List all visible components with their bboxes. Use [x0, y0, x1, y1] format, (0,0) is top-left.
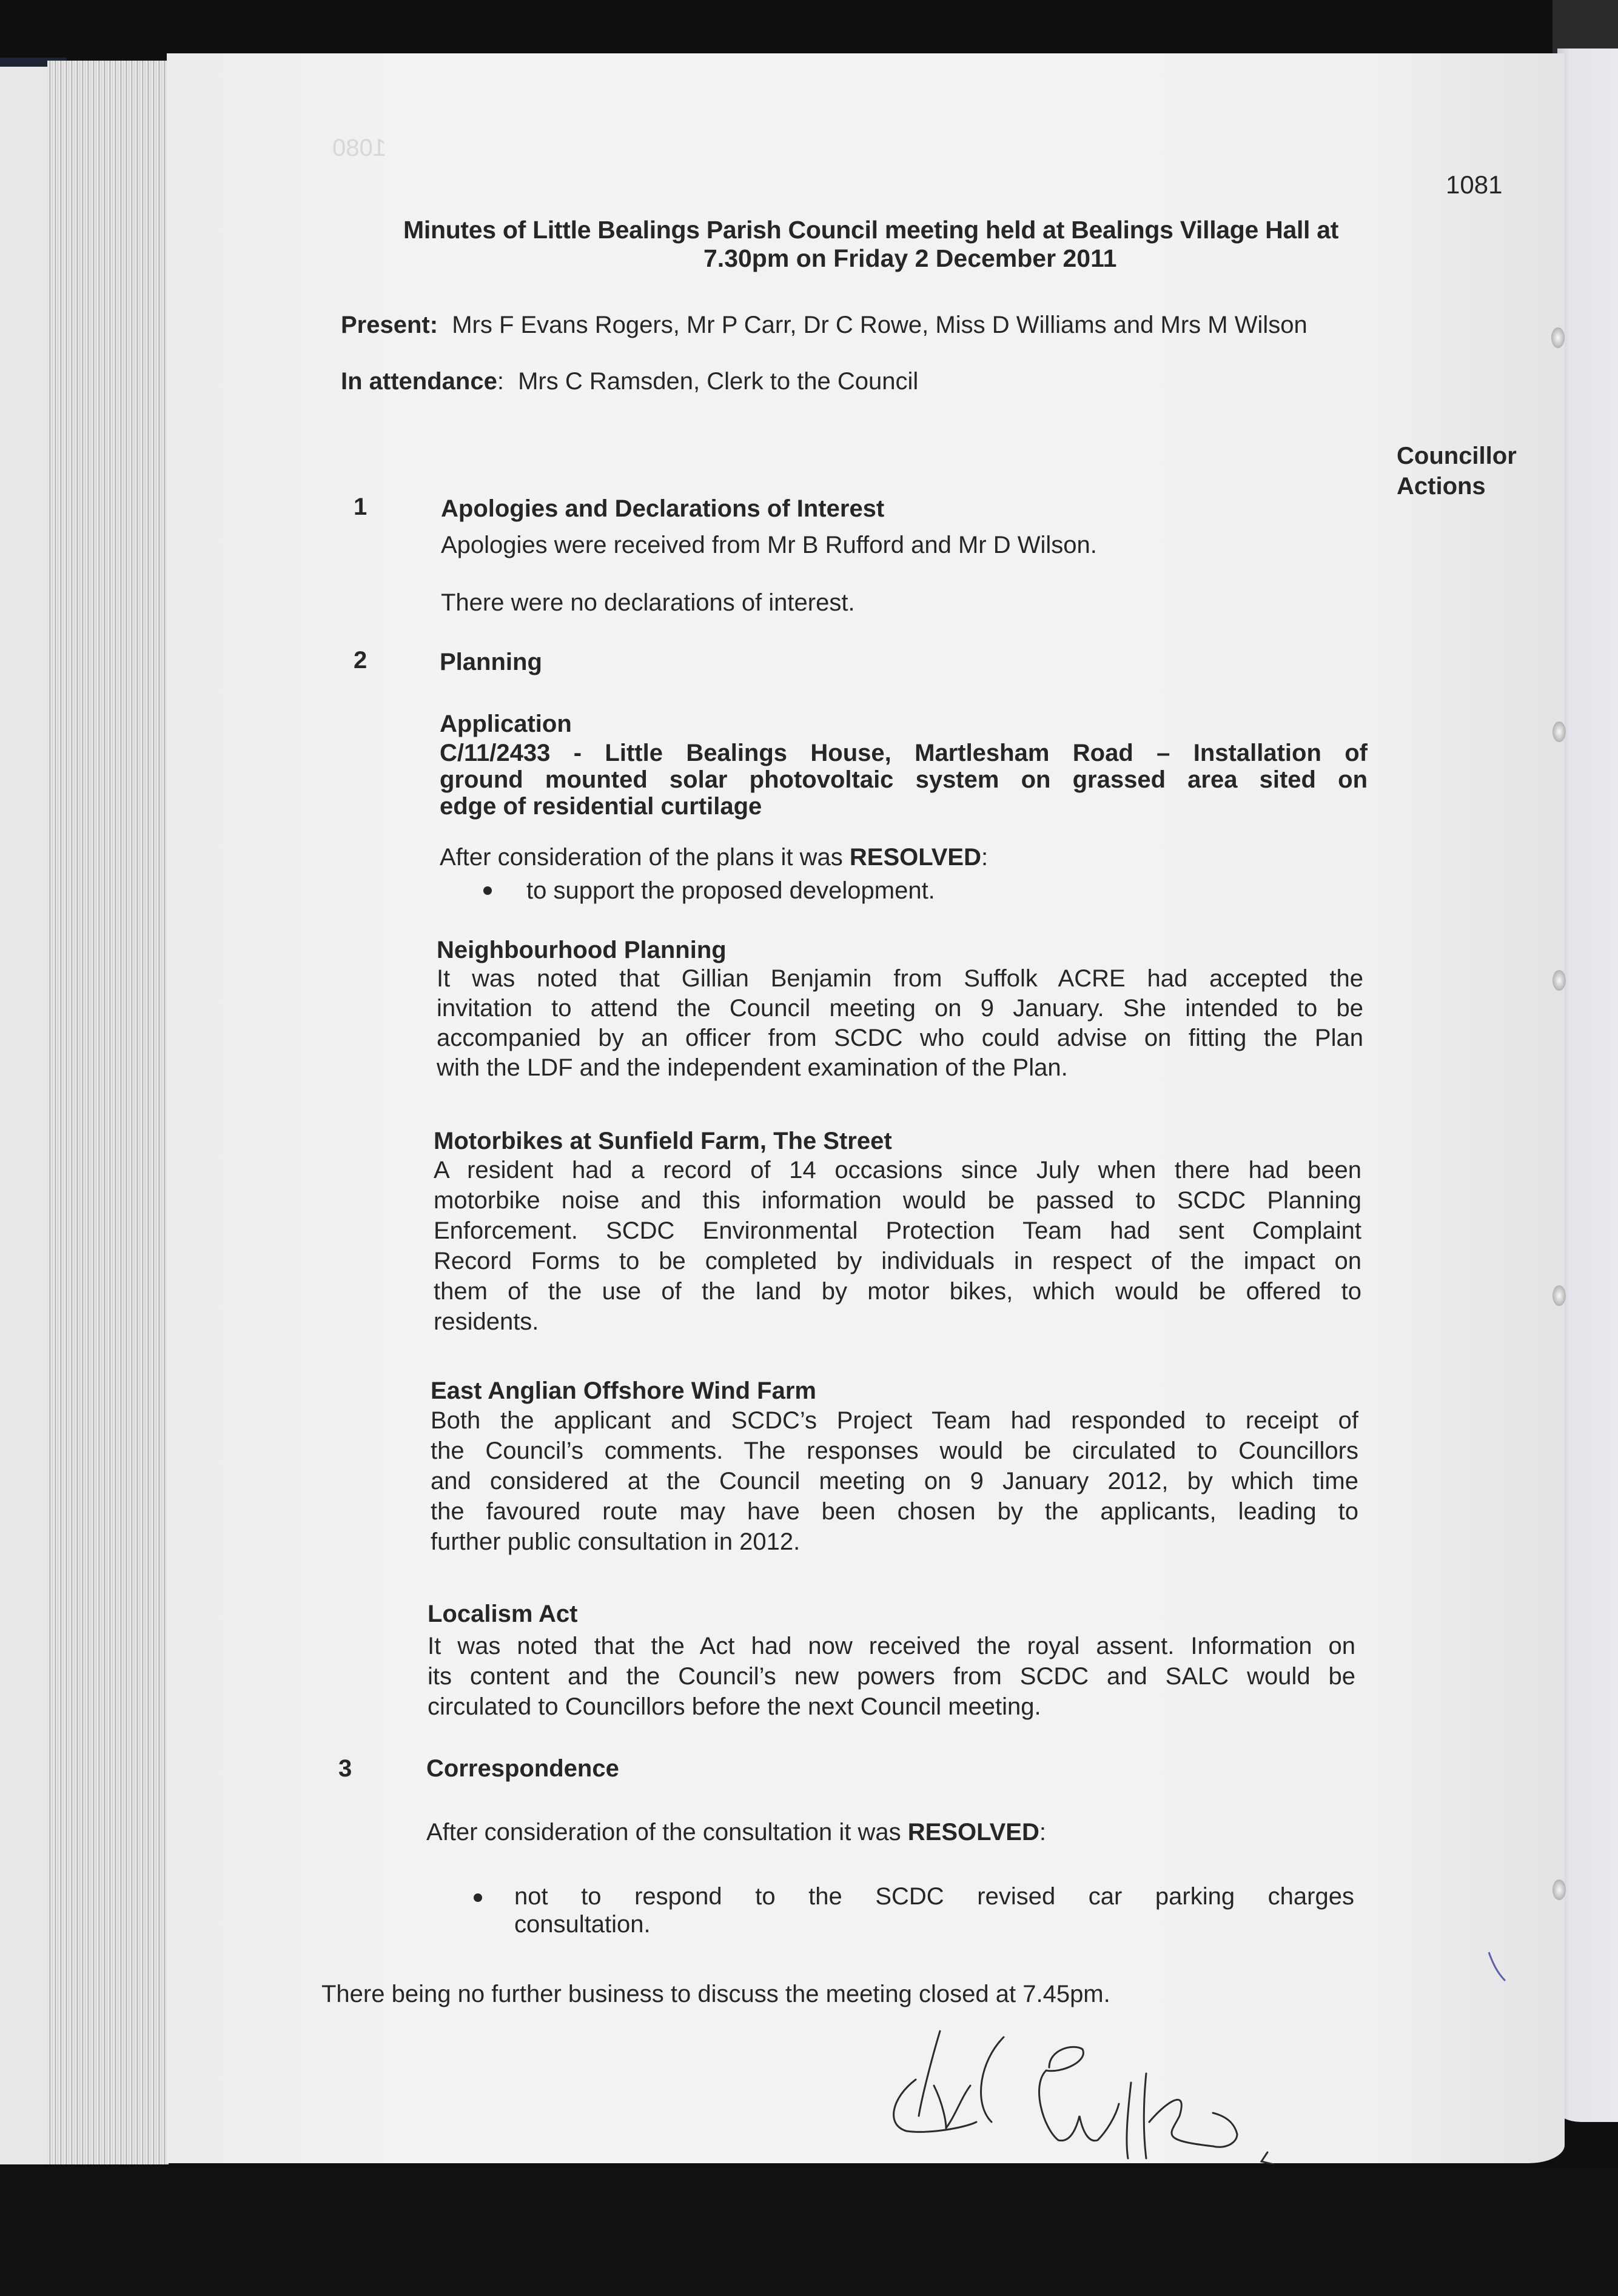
text-line: and considered at the Council meeting on 9 January 2012, by which time	[431, 1468, 1358, 1494]
attendance-row	[341, 367, 918, 396]
signature-stroke	[1127, 2073, 1237, 2158]
neighbourhood-planning-heading: Neighbourhood Planning	[437, 937, 727, 963]
book-cover-bottom	[0, 2167, 1618, 2296]
bullet-line: not to respond to the SCDC revised car parking charges	[514, 1883, 1354, 1910]
chairman-signature	[849, 2025, 1346, 2164]
application-resolution-colon: :	[981, 844, 989, 871]
text-line: accompanied by an officer from SCDC who could advise on fitting the Plan	[437, 1025, 1363, 1051]
binder-ring	[1551, 327, 1565, 348]
localism-act-heading: Localism Act	[428, 1601, 578, 1627]
signature-stroke	[1039, 2047, 1119, 2141]
binder-ring	[1553, 1879, 1566, 1900]
present-row	[341, 310, 1307, 340]
text-line: circulated to Councillors before the next Council meeting.	[428, 1693, 1041, 1720]
page-title-line-1: Minutes of Little Bealings Parish Council meeting held at Bealings Village Hall at	[403, 216, 1339, 244]
signature-stroke	[894, 2031, 976, 2132]
closing-statement: There being no further business to discuss the meeting closed at 7.45pm.	[321, 1981, 1110, 2007]
wind-farm-heading: East Anglian Offshore Wind Farm	[431, 1377, 816, 1404]
motorbikes-heading: Motorbikes at Sunfield Farm, The Street	[434, 1128, 892, 1154]
bleed-through-page-number: 1080	[332, 135, 386, 161]
bullet-line: consultation.	[514, 1911, 651, 1938]
text-line: further public consultation in 2012.	[431, 1528, 801, 1555]
wind-farm-text	[431, 1405, 1358, 1557]
page-number: 1081	[1446, 170, 1503, 199]
item-1-declarations: There were no declarations of interest.	[441, 589, 855, 616]
text-line: motorbike noise and this information would be passed to SCDC Planning	[434, 1187, 1361, 1214]
page-title-line-2: 7.30pm on Friday 2 December 2011	[703, 244, 1117, 272]
correspondence-resolved-keyword: RESOLVED	[907, 1819, 1039, 1846]
page-stack-edges	[47, 61, 169, 2164]
correspondence-resolution	[426, 1818, 1046, 1847]
neighbourhood-planning-text	[437, 964, 1363, 1083]
application-reference	[440, 740, 1368, 820]
correspondence-bullet	[514, 1883, 1354, 1938]
correspondence-resolution-colon: :	[1039, 1819, 1046, 1846]
attendance-value: Mrs C Ramsden, Clerk to the Council	[518, 368, 919, 395]
text-line: the favoured route may have been chosen by the applicants, leading to	[431, 1498, 1358, 1525]
text-line: It was noted that Gillian Benjamin from Suffolk ACRE had accepted the	[437, 965, 1363, 992]
application-resolution-text: After consideration of the plans it was	[440, 844, 850, 871]
text-line: its content and the Council’s new powers from SCDC and SALC would be	[428, 1663, 1355, 1690]
binder-ring	[1553, 1285, 1566, 1306]
text-line: invitation to attend the Council meeting on 9 January. She intended to be	[437, 995, 1363, 1022]
application-bullet: to support the proposed development.	[526, 877, 935, 904]
application-heading: Application	[440, 711, 572, 737]
pen-mark	[1486, 1949, 1510, 1986]
attendance-colon: :	[497, 368, 504, 395]
item-2-heading: Planning	[440, 649, 542, 675]
binder-ring	[1553, 721, 1566, 742]
bullet-icon	[483, 886, 492, 895]
binder-ring	[1553, 970, 1566, 991]
application-ref-line: C/11/2433 - Little Bealings House, Martlesham Road – Installation of	[440, 740, 1368, 766]
actions-header-line-2: Actions	[1397, 473, 1486, 500]
item-3-number: 3	[338, 1755, 352, 1782]
item-1-heading: Apologies and Declarations of Interest	[441, 495, 885, 522]
bullet-icon	[474, 1893, 482, 1902]
actions-header-line-1: Councillor	[1397, 443, 1517, 469]
text-line: Record Forms to be completed by individuals in respect of the impact on	[434, 1248, 1361, 1274]
signature-stroke	[1261, 2152, 1274, 2164]
item-1-text: Apologies were received from Mr B Rufford and Mr D Wilson.	[441, 532, 1097, 558]
application-ref-line: edge of residential curtilage	[440, 793, 762, 820]
text-line: It was noted that the Act had now received the royal assent. Information on	[428, 1633, 1355, 1659]
text-line: the Council’s comments. The responses would be circulated to Councillors	[431, 1438, 1358, 1464]
motorbikes-text	[434, 1155, 1361, 1337]
correspondence-resolution-text: After consideration of the consultation it was	[426, 1819, 908, 1846]
facing-page-edge	[1557, 49, 1618, 2122]
application-resolved-keyword: RESOLVED	[849, 844, 981, 871]
text-line: Enforcement. SCDC Environmental Protection Team had sent Complaint	[434, 1217, 1361, 1244]
present-label: Present:	[341, 312, 438, 338]
text-line: with the LDF and the independent examination of the Plan.	[437, 1054, 1068, 1081]
application-resolution	[440, 843, 988, 872]
application-ref-line: ground mounted solar photovoltaic system on grassed area sited on	[440, 766, 1368, 793]
text-line: residents.	[434, 1308, 539, 1335]
item-3-heading: Correspondence	[426, 1755, 619, 1782]
item-1-number: 1	[354, 494, 368, 520]
text-line: A resident had a record of 14 occasions since July when there had been	[434, 1157, 1361, 1183]
signature-stroke	[981, 2037, 1004, 2122]
text-line: them of the use of the land by motor bikes, which would be offered to	[434, 1278, 1361, 1305]
localism-act-text	[428, 1631, 1355, 1722]
attendance-label: In attendance	[341, 368, 497, 395]
present-value: Mrs F Evans Rogers, Mr P Carr, Dr C Rowe, Miss D Williams and Mrs M Wilson	[452, 312, 1307, 338]
text-line: Both the applicant and SCDC’s Project Team had responded to receipt of	[431, 1407, 1358, 1434]
previous-page-edge	[0, 67, 49, 2164]
item-2-number: 2	[354, 647, 368, 674]
